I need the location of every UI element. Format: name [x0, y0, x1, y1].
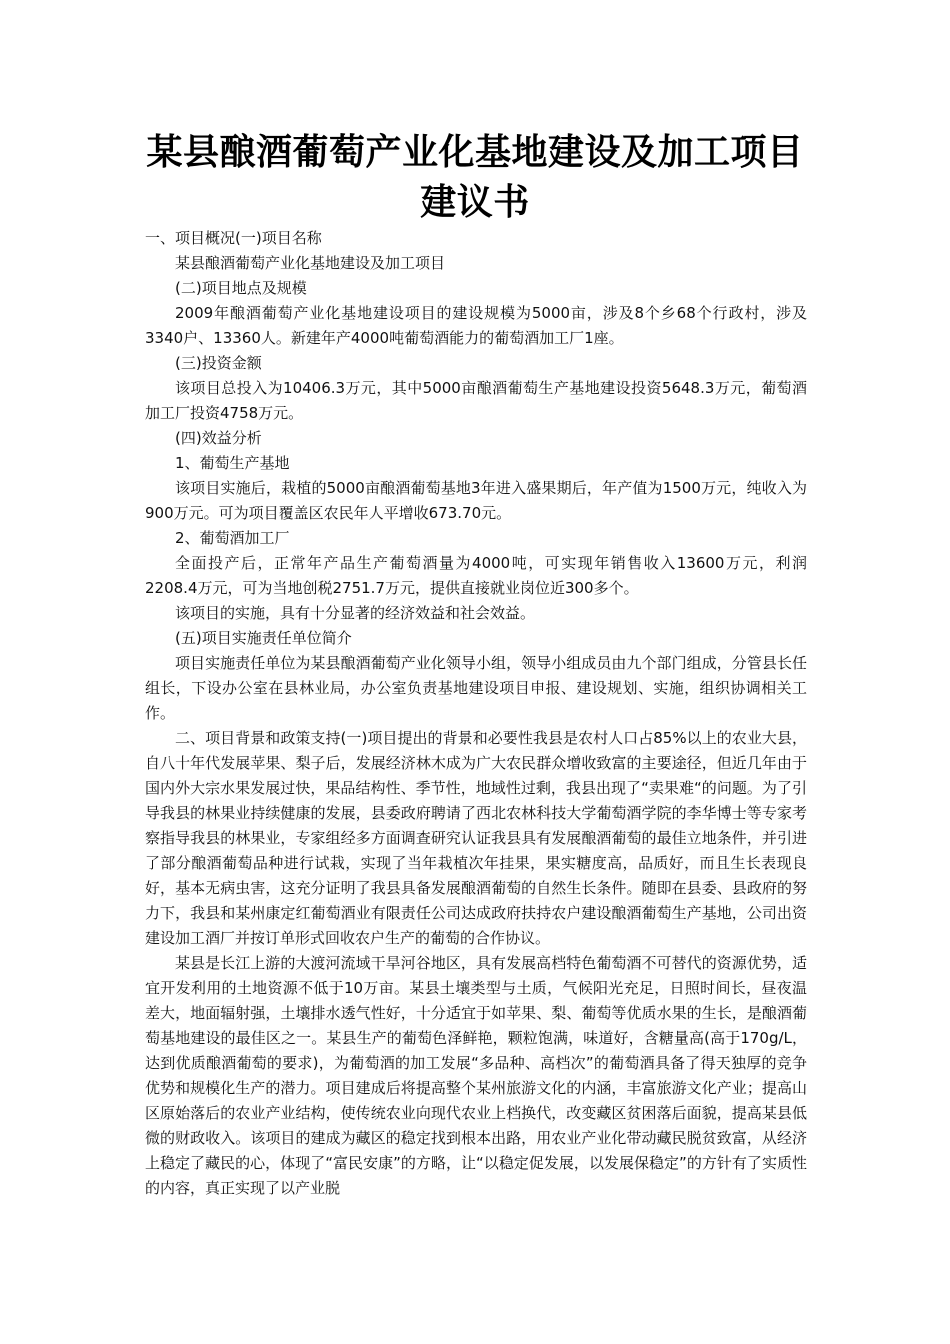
document-body [145, 226, 807, 1201]
paragraph: 项目实施责任单位为某县酿酒葡萄产业化领导小组，领导小组成员由九个部门组成，分管县长任组长，下设办公室在县林业局，办公室负责基地建设项目申报、建设规划、实施，组织协调相关工作。 [145, 654, 807, 722]
paragraph: (二)项目地点及规模 [175, 279, 307, 297]
paragraph: 2、葡萄酒加工厂 [175, 529, 290, 547]
document-title: 某县酿酒葡萄产业化基地建设及加工项目建议书 [146, 132, 804, 223]
paragraph: 全面投产后，正常年产品生产葡萄酒量为4000吨，可实现年销售收入13600万元，利润2208.4万元，可为当地创税2751.7万元，提供直接就业岗位近300多个。 [145, 554, 807, 597]
paragraph: 该项目实施后，栽植的5000亩酿酒葡萄基地3年进入盛果期后，年产值为1500万元，纯收入为900万元。可为项目覆盖区农民年人平增收673.70元。 [145, 479, 807, 522]
paragraph: 某县酿酒葡萄产业化基地建设及加工项目 [175, 254, 446, 272]
paragraph: 1、葡萄生产基地 [175, 454, 290, 472]
paragraph: 该项目总投入为10406.3万元，其中5000亩酿酒葡萄生产基地建设投资5648.3万元，葡萄酒加工厂投资4758万元。 [145, 379, 807, 422]
paragraph: (五)项目实施责任单位简介 [175, 629, 352, 647]
paragraph: 二、项目背景和政策支持(一)项目提出的背景和必要性我县是农村人口占85%以上的农业大县，自八十年代发展苹果、梨子后，发展经济林木成为广大农民群众增收致富的主要途径，但近几年由于国内外大宗水果发展过快，果品结构性、季节性，地域性过剩，我县出现了“卖果难“的问题。为了引导我县的林果业持续健康的发展，县委政府聘请了西北农林科技大学葡萄酒学院的李华博士等专家考察指导我县的林果业，专家组经多方面调查研究认证我县具有发展酿酒葡萄的最佳立地条件，并引进了部分酿酒葡萄品种进行试栽，实现了当年栽植次年挂果，果实糖度高，品质好，而且生长表现良好，基本无病虫害，这充分证明了我县具备发展酿酒葡萄的自然生长条件。随即在县委、县政府的努力下，我县和某州康定红葡萄酒业有限责任公司达成政府扶持农户建设酿酒葡萄生产基地，公司出资建设加工酒厂并按订单形式回收农户生产的葡萄的合作协议。 [145, 729, 807, 947]
paragraph: 一、项目概况(一)项目名称 [145, 229, 322, 247]
paragraph: 2009年酿酒葡萄产业化基地建设项目的建设规模为5000亩，涉及8个乡68个行政村，涉及3340户、13360人。新建年产4000吨葡萄酒能力的葡萄酒加工厂1座。 [145, 304, 807, 347]
paragraph: (三)投资金额 [175, 354, 262, 372]
paragraph: 该项目的实施，具有十分显著的经济效益和社会效益。 [175, 604, 536, 622]
paragraph: 某县是长江上游的大渡河流域干旱河谷地区，具有发展高档特色葡萄酒不可替代的资源优势，适宜开发利用的土地资源不低于10万亩。某县土壤类型与土质，气候阳光充足，日照时间长，昼夜温差大，地面辐射强，土壤排水透气性好，十分适宜于如苹果、梨、葡萄等优质水果的生长，是酿酒葡萄基地建设的最佳区之一。某县生产的葡萄色泽鲜艳，颗粒饱满，味道好，含糖量高(高于170g/L，达到优质酿酒葡萄的要求)，为葡萄酒的加工发展“多品种、高档次”的葡萄酒具备了得天独厚的竞争优势和规模化生产的潜力。项目建成后将提高整个某州旅游文化的内涵，丰富旅游文化产业；提高山区原始落后的农业产业结构，使传统农业向现代农业上档换代，改变藏区贫困落后面貌，提高某县低微的财政收入。该项目的建成为藏区的稳定找到根本出路，用农业产业化带动藏民脱贫致富，从经济上稳定了藏民的心，体现了“富民安康”的方略，让“以稳定促发展，以发展保稳定”的方针有了实质性的内容，真正实现了以产业脱 [145, 954, 807, 1197]
paragraph: (四)效益分析 [175, 429, 262, 447]
